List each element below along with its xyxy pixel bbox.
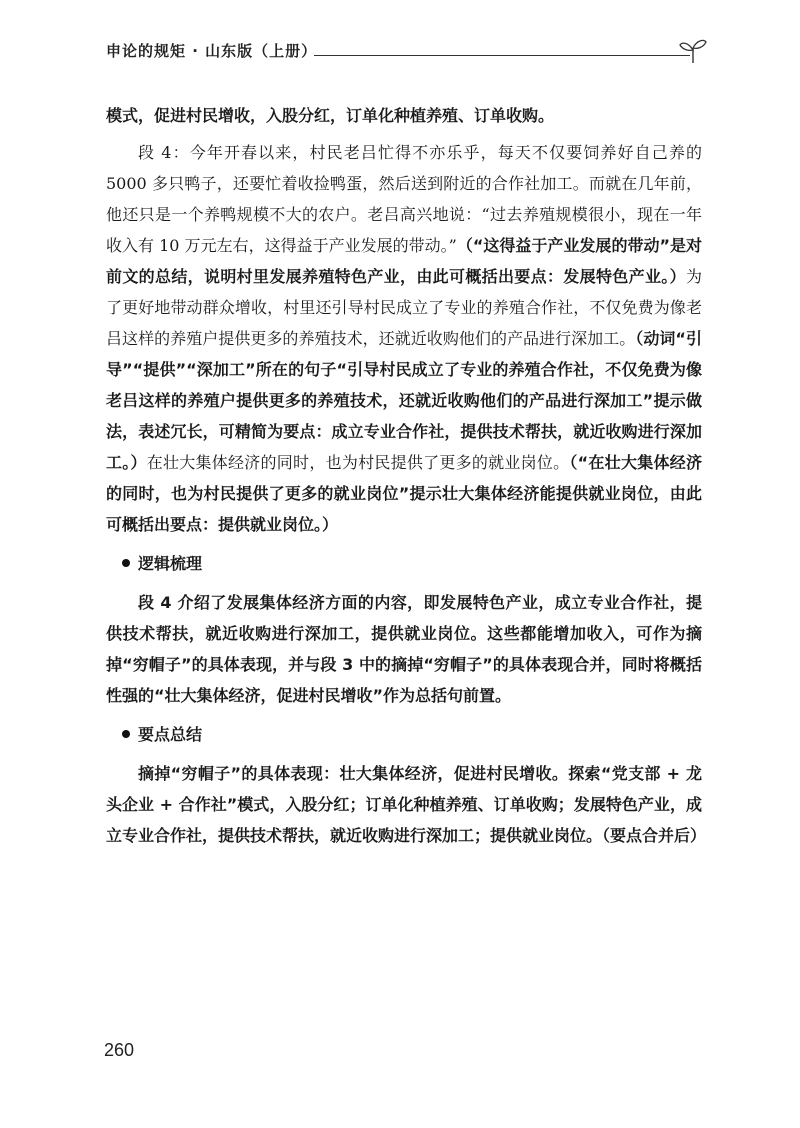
p4-lead: 段 4：今年开春以来，村民老吕忙得不亦乐乎，每天不仅要饲养好自己养的 5000 多只鸭子，还要忙着收捡鸭蛋，然后送到附近的合作社加工。而就在几年前，他还只是一个养鸭规模不大的农户。老吕高兴地说：“过去养殖规模很小，现在一年收入有 10 万元左右，这得益于产业发展的带动。” xyxy=(106,143,702,255)
summary-heading-text: 要点总结 xyxy=(138,725,203,744)
page-number: 260 xyxy=(104,1040,135,1060)
book-title: 申论的规矩 · 山东版（上册） xyxy=(106,42,318,60)
logic-heading-text: 逻辑梳理 xyxy=(138,554,203,573)
header-rule xyxy=(314,55,690,56)
logic-paragraph: 段 4 介绍了发展集体经济方面的内容，即发展特色产业，成立专业合作社，提供技术帮扶，就近收购进行深加工，提供就业岗位。这些都能增加收入，可作为摘掉“穷帽子”的具体表现，并与段 3 中的摘掉“穷帽子”的具体表现合并，同时将概括性强的“壮大集体经济，促进村民增收”作为总括句前置。 xyxy=(106,593,702,705)
p4-note-2: （动词“引导”“提供”“深加工”所在的句子“引导村民成立了专业的养殖合作社，不仅免费为像老吕这样的养殖户提供更多的养殖技术，还就近收购他们的产品进行深加工”提示做法，表述冗长，可精简为要点：成立专业合作社，提供技术帮扶，就近收购进行深加工。） xyxy=(106,329,702,472)
bullet-icon xyxy=(122,559,130,567)
page-body xyxy=(106,100,707,851)
p4-note-3: （“在壮大集体经济的同时，也为村民提供了更多的就业岗位”提示壮大集体经济能提供就业岗位，由此可概括出要点：提供就业岗位。） xyxy=(106,453,702,534)
logic-heading xyxy=(122,548,702,579)
summary-paragraph: 摘掉“穷帽子”的具体表现：壮大集体经济，促进村民增收。探索“党支部 + 龙头企业 + 合作社”模式，入股分红；订单化种植养殖、订单收购；发展特色产业，成立专业合作社，提供技术帮扶，就近收购进行深加工；提供就业岗位。（要点合并后） xyxy=(106,764,707,845)
p4-mid-2: 在壮大集体经济的同时，也为村民提供了更多的就业岗位。 xyxy=(146,453,570,472)
p4-mid-1: 为了更好地带动群众增收，村里还引导村民成立了专业的养殖合作社，不仅免费为像老吕这样的养殖户提供更多的养殖技术，还就近收购他们的产品进行深加工。 xyxy=(106,267,702,348)
running-header xyxy=(106,38,706,72)
intro-paragraph: 模式，促进村民增收，入股分红，订单化种植养殖、订单收购。 xyxy=(106,106,555,125)
summary-heading xyxy=(122,719,702,750)
p4-note-1: （“这得益于产业发展的带动”是对前文的总结，说明村里发展养殖特色产业，由此可概括出要点：发展特色产业。） xyxy=(106,236,702,286)
paragraph-4 xyxy=(106,137,702,540)
bullet-icon xyxy=(122,730,130,738)
sprout-icon xyxy=(678,38,708,64)
